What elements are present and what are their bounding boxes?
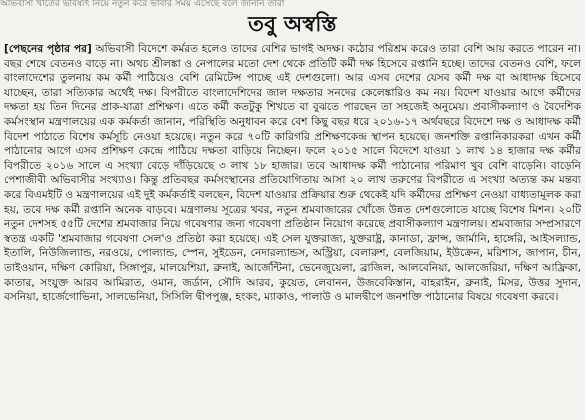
continuation-tag: [পেছনের পৃষ্ঠার পর] bbox=[4, 43, 92, 55]
previous-article-cut-line: অভিবাসী খাতের ভবিষ্যৎ নিয়ে নতুন করে ভাবার সময় এসেছে বলে জানান তারা bbox=[0, 0, 285, 8]
article-body bbox=[4, 42, 581, 416]
article-body-text: অভিবাসী বিদেশে কর্মরত হলেও তাদের বেশির ভাগই অদক্ষ। কঠোর পরিশ্রম করেও তারা বেশি আয় করতে পারেন না। বছর শেষে বেতনও বাড়ে না। অথচ শ্রীলঙ্কা ও নেপালের মতো দেশ থেকে প্রতিটি কর্মী দক্ষ হিসেবে রপ্তানি হচ্ছে। তাদের বেতনও বেশি, ফলে বাংলাদেশের তুলনায় কম কর্মী পাঠিয়েও বেশি রেমিটেন্স পাচ্ছে এই দেশগুলো। আর এসব দেশের যেসব কর্মী দক্ষ বা আধাদক্ষ হিসেবে যাচ্ছেন, তারা সত্যিকার অর্থেই দক্ষ। বিপরীতে বাংলাদেশিদের জাল দক্ষতার সনদের কেলেঙ্কারিও কম নয়। বিদেশ যাওয়ার আগে কর্মীদের দক্ষতা হয় তিন দিনের প্রাক-যাত্রা প্রশিক্ষণ। এতে কর্মী কতটুকু শিখতে বা বুঝতে পারছেন তা সহজেই অনুমেয়। প্রবাসীকল্যাণ ও বৈদেশিক কর্মসংস্থান মন্ত্রণালয়ের এক কর্মকর্তা জানান, পরিস্থিতি অনুধাবন করে বেশ কিছু বছর ধরে ২০১৬-১৭ অর্থবছরে বিদেশে দক্ষ ও আধাদক্ষ কর্মী বিদেশ পাঠাতে বিশেষ কর্মসূচি নেওয়া হয়েছে। নতুন করে ৭০টি কারিগরি প্রশিক্ষণকেন্দ্র স্থাপন হয়েছে। জনশক্তি রপ্তানিকারকরা এখন কর্মী পাঠানোর আগে এসব প্রশিক্ষণ কেন্দ্রে পাঠিয়ে দক্ষতা বাড়িয়ে নিচ্ছেন। ফলে ২০১৫ সালে বিদেশে যাওয়া ১ লাখ ১৪ হাজার দক্ষ কর্মীর বিপরীতে ২০১৬ সালে এ সংখ্যা বেড়ে দাঁড়িয়েছে ৩ লাখ ১৮ হাজার। তবে আধাদক্ষ কর্মী পাঠানোর পরিমাণ খুব বেশি বাড়েনি। বাড়েনি পেশাজীবী অভিবাসীর সংখ্যাও। কিন্তু প্রতিবছর কর্মসংস্থানের প্রতিযোগিতায় আসা ২০ লাখ তরুণের বিপরীতে এ সংখ্যা অত্যন্ত কম মন্তব্য করে বিএমইটি ও মন্ত্রণালয়ের এই দুই কর্মকর্তাই বলছেন, বিদেশ যাওয়ার প্রক্রিয়ার শুরু থেকেই যদি কর্মীদের প্রশিক্ষণ নেওয়া বাধ্যতামূলক করা হয়, তবে দক্ষ কর্মী রপ্তানি অনেক বাড়বে। মন্ত্রণালয় সূত্রের খবর, নতুন শ্রমবাজারের খোঁজে উন্নত দেশগুলোতে যাচ্ছে বিশেষ মিশন। ২০টি নতুন দেশসহ ৫৫টি দেশের শ্রমবাজার নিয়ে গবেষণার জন্য গবেষণা প্রতিষ্ঠান নিয়োগ করেছে প্রবাসীকল্যাণ মন্ত্রণালয়। শ্রমবাজার সম্প্রসারণে স্বতন্ত্র একটি 'শ্রমবাজার গবেষণা সেল'ও প্রতিষ্ঠা করা হয়েছে। এই সেল যুক্তরাজ্য, যুক্তরাষ্ট্র, কানাডা, ফ্রান্স, জার্মানি, হাঙ্গেরি, আইসল্যান্ড, ইতালি, নিউজিল্যান্ড, নরওয়ে, পোল্যান্ড, স্পেন, সুইডেন, নেদারল্যান্ডস, অস্ট্রিয়া, বেলারুশ, বেলজিয়াম, ইউক্রেন, মরিশাস, জাপান, চীন, তাইওয়ান, দক্ষিণ কোরিয়া, সিঙ্গাপুর, মালয়েশিয়া, ব্রুনাই, আর্জেন্টিনা, ভেনেজুয়েলা, ব্রাজিল, আলবেনিয়া, আলজেরিয়া, দক্ষিণ আফ্রিকা, কাতার, সংযুক্ত আরব আমিরাত, ওমান, জর্ডান, সৌদি আরব, কুয়েত, লেবানন, উজবেকিস্তান, বাহরাইন, ব্রুনাই, মিসর, উত্তর সুদান, বসনিয়া, হার্জেগোভিনা, সালভেনিয়া, সিসিলি দ্বীপপুঞ্জ, হংকং, ম্যাকাও, পালাউ ও মালদ্বীপে জনশক্তি পাঠানোর বিষয়ে গবেষণা করবে। bbox=[4, 43, 581, 304]
article-headline: তবু অস্বস্তি bbox=[248, 12, 337, 36]
